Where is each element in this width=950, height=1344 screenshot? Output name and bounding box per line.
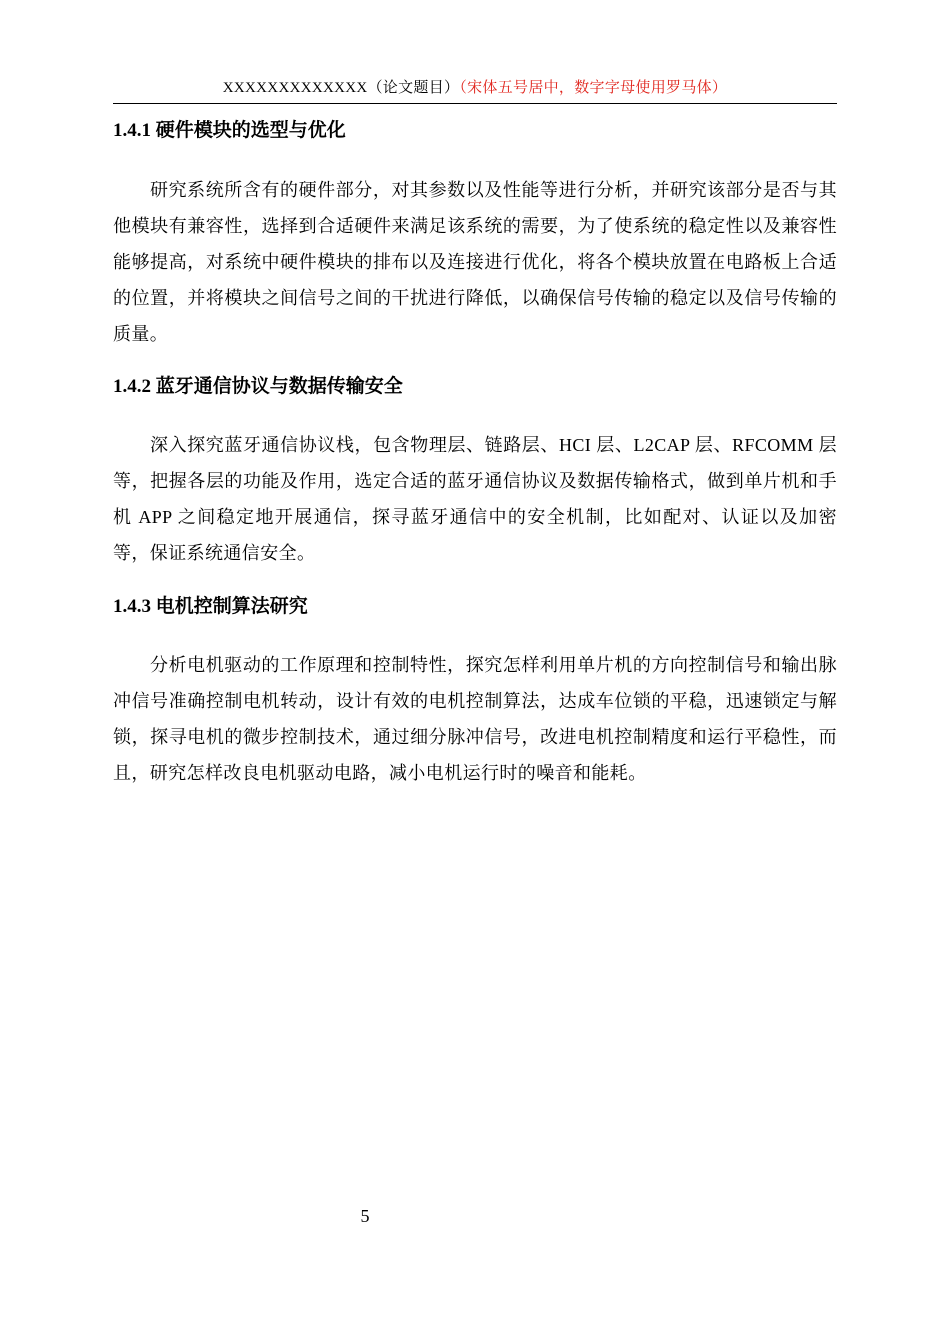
running-header	[113, 78, 837, 98]
page-number: 5	[360, 1206, 370, 1226]
section-paragraph-1-4-1: 研究系统所含有的硬件部分，对其参数以及性能等进行分析，并研究该部分是否与其他模块有兼容性，选择到合适硬件来满足该系统的需要，为了使系统的稳定性以及兼容性能够提高，对系统中硬件模块的排布以及连接进行优化，将各个模块放置在电路板上合适的位置，并将模块之间信号之间的干扰进行降低，以确保信号传输的稳定以及信号传输的质量。	[113, 180, 837, 344]
section-heading-1-4-2: 1.4.2 蓝牙通信协议与数据传输安全	[113, 376, 403, 397]
section-paragraph-1-4-3: 分析电机驱动的工作原理和控制特性，探究怎样利用单片机的方向控制信号和输出脉冲信号准确控制电机转动，设计有效的电机控制算法，达成车位锁的平稳，迅速锁定与解锁，探寻电机的微步控制技术，通过细分脉冲信号，改进电机控制精度和运行平稳性，而且，研究怎样改良电机驱动电路，减小电机运行时的噪音和能耗。	[113, 655, 837, 783]
header-divider	[113, 103, 837, 104]
section-paragraph-1-4-2: 深入探究蓝牙通信协议栈，包含物理层、链路层、HCI 层、L2CAP 层、RFCOMM 层等，把握各层的功能及作用，选定合适的蓝牙通信协议及数据传输格式，做到单片机和手机 APP 之间稳定地开展通信，探寻蓝牙通信中的安全机制，比如配对、认证以及加密等，保证系统通信安全。	[113, 435, 837, 563]
section-heading-1-4-3: 1.4.3 电机控制算法研究	[113, 596, 308, 617]
header-format-note: （宋体五号居中，数字字母使用罗马体）	[459, 80, 728, 96]
section-heading-1-4-1: 1.4.1 硬件模块的选型与优化	[113, 120, 346, 141]
header-title: XXXXXXXXXXXXX（论文题目）	[222, 80, 460, 96]
